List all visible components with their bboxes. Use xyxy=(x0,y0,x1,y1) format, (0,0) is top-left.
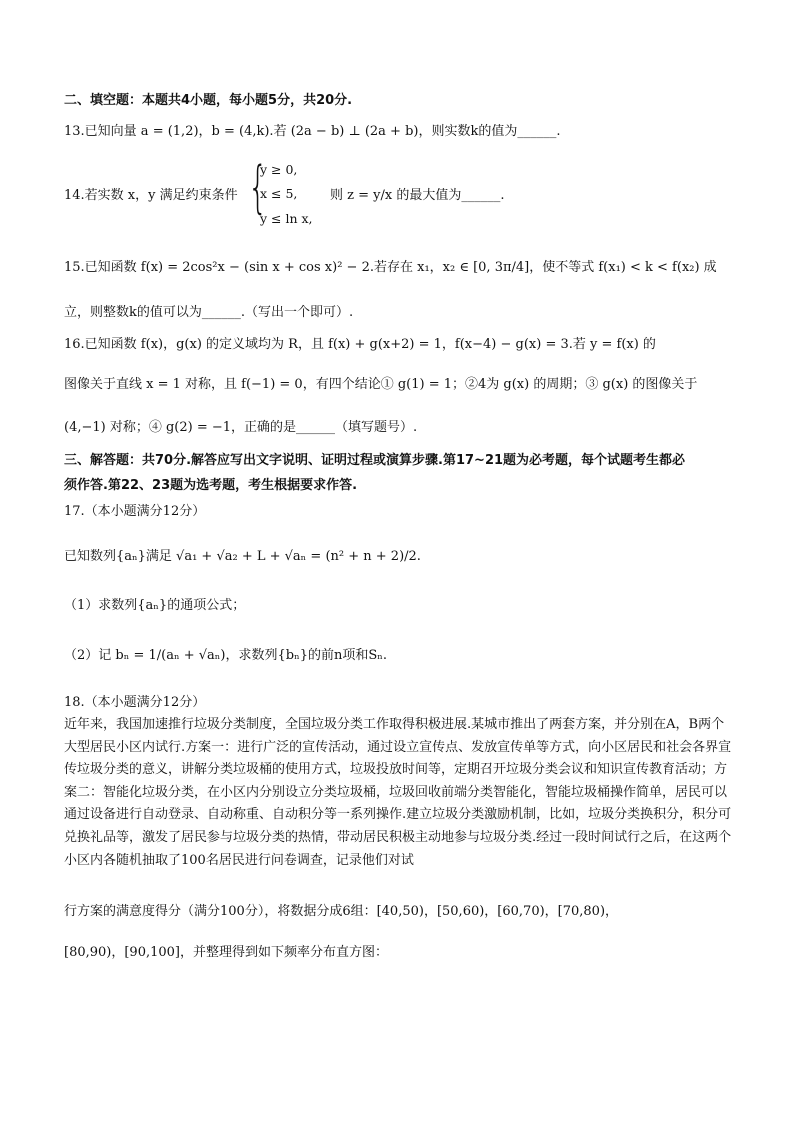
question-16-line1: 16.已知函数 f(x)，g(x) 的定义域均为 R，且 f(x) + g(x+2) = 1，f(x−4) − g(x) = 3.若 y = f(x) 的 xyxy=(64,337,656,352)
question-17-part2: （2）记 bₙ = 1/(aₙ + √aₙ)，求数列{bₙ}的前n项和Sₙ. xyxy=(64,648,388,663)
question-18-title: 18.（本小题满分12分） xyxy=(64,695,206,710)
question-18-groups-line1: 行方案的满意度得分（满分100分），将数据分成6组：[40,50)，[50,60)，[60,70)，[70,80)， xyxy=(64,904,619,919)
question-14-tail: 则 z = y/x 的最大值为______. xyxy=(330,188,505,203)
question-16-line3: (4,−1) 对称；④ g(2) = −1，正确的是______（填写题号）. xyxy=(64,420,418,435)
question-18-groups-line2: [80,90)，[90,100]，并整理得到如下频率分布直方图： xyxy=(64,945,388,960)
constraint-2: x ≤ 5, xyxy=(260,186,298,201)
question-17-stem: 已知数列{aₙ}满足 √a₁ + √a₂ + L + √aₙ = (n² + n + 2)/2. xyxy=(64,549,421,564)
question-15-line1: 15.已知函数 f(x) = 2cos²x − (sin x + cos x)² − 2.若存在 x₁，x₂ ∈ [0, 3π/4]，使不等式 f(x₁) < k < f(x₂) 成 xyxy=(64,260,717,275)
constraint-brace: { xyxy=(248,155,268,220)
question-17-title: 17.（本小题满分12分） xyxy=(64,504,206,519)
question-14-intro: 14.若实数 x，y 满足约束条件 xyxy=(64,188,238,203)
section2-header: 二、填空题：本题共4小题，每小题5分，共20分. xyxy=(64,93,353,108)
question-16-line2: 图像关于直线 x = 1 对称，且 f(−1) = 0，有四个结论① g(1) = 1；②4为 g(x) 的周期；③ g(x) 的图像关于 xyxy=(64,377,698,392)
question-13: 13.已知向量 a = (1,2)，b = (4,k).若 (2a − b) ⊥ (2a + b)，则实数k的值为______. xyxy=(64,124,561,139)
question-18-body: 近年来，我国加速推行垃圾分类制度，全国垃圾分类工作取得积极进展.某城市推出了两套方案，并分别在A，B两个大型居民小区内试行.方案一：进行广泛的宣传活动，通过设立宣传点、发放宣传单等方式，向小区居民和社会各界宣传垃圾分类的意义，讲解分类垃圾桶的使用方式，垃圾投放时间等，定期召开垃圾分类会议和知识宣传教育活动；方案二：智能化垃圾分类，在小区内分别设立分类垃圾桶，垃圾回收前端分类智能化，智能垃圾桶操作简单，居民可以通过设备进行自动登录、自动称重、自动积分等一系列操作.建立垃圾分类激励机制，比如，垃圾分类换积分，积分可兑换礼品等，激发了居民参与垃圾分类的热情，带动居民积极主动地参与垃圾分类.经过一段时间试行之后，在这两个小区内各随机抽取了100名居民进行问卷调查，记录他们对试 xyxy=(64,717,732,868)
section3-header-line1: 三、解答题：共70分.解答应写出文字说明、证明过程或演算步骤.第17~21题为必考题，每个试题考生都必 xyxy=(64,453,686,468)
constraint-3: y ≤ ln x, xyxy=(260,211,313,226)
question-17-part1: （1）求数列{aₙ}的通项公式； xyxy=(64,598,246,613)
question-15-line2: 立，则整数k的值可以为______.（写出一个即可）. xyxy=(64,305,354,320)
section3-header-line2: 须作答.第22、23题为选考题，考生根据要求作答. xyxy=(64,478,358,493)
constraint-1: y ≥ 0, xyxy=(260,162,298,177)
